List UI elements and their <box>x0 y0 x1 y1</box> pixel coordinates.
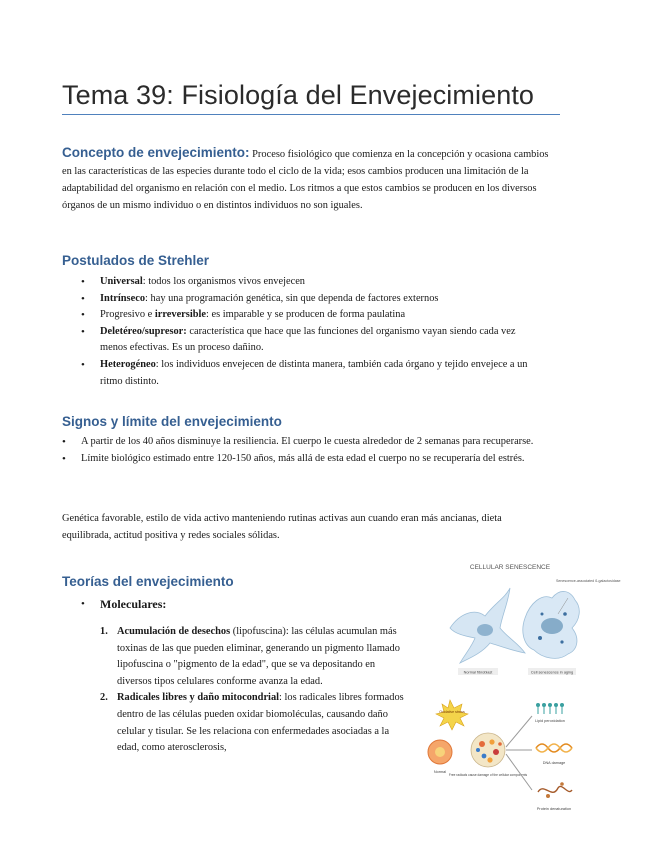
list-item <box>100 624 407 690</box>
item-text: característica que hace que las funciones del organismo vayan siendo cada vez menos efectivas. Es un proceso dañino. <box>100 325 516 354</box>
concepto-text: Proceso fisiológico que comienza en la concepción y ocasiona cambios en las características de las especies durante todo el ciclo de la vida; esos cambios producen una limitación de la adaptabilidad del organismo en relación con el medio. Los ritmos a que estos cambios se producen en los diversos órganos de un mismo individuo o en distintos individuos no son iguales. <box>62 149 549 211</box>
normal-cell-label: Normal <box>433 770 447 774</box>
postulados-heading: Postulados de Strehler <box>62 253 210 268</box>
list-item <box>100 274 530 291</box>
signos-text: Genética favorable, estilo de vida activo manteniendo rutinas activas aun cuando eran más ancianas, dieta equilibrada, actitud positiva y redes sociales sólidas. <box>62 513 502 541</box>
list-item <box>100 596 400 613</box>
damage-label: Free radicals cause damage of the cellular components <box>448 773 528 777</box>
item-term: Intrínseco <box>100 292 146 304</box>
item-term: Acumulación de desechos <box>117 626 231 637</box>
item-text: : los individuos envejecen de distinta manera, también cada órgano y tejido envejece a un ritmo distinto. <box>100 358 528 387</box>
item-text: : los radicales libres formados dentro de las células pueden oxidar biomoléculas, causando daño celular y tisular. Se les relaciona con enfermedades asociadas a la edad, como aterosclerosis, <box>117 692 404 754</box>
item-term: Deletéreo/supresor: <box>100 325 187 337</box>
figure-title: CELLULAR SENESCENCE <box>469 564 551 571</box>
list-item <box>100 307 530 324</box>
dna-label: DNA damage <box>542 761 566 765</box>
concepto-heading: Concepto de envejecimiento: <box>62 145 250 160</box>
list-item <box>100 357 530 390</box>
item-term: irreversible <box>154 309 207 321</box>
protein-label: Protein denaturation <box>536 807 572 811</box>
free-radicals-figure <box>420 692 592 818</box>
signos-list <box>81 434 541 467</box>
item-term: Universal <box>100 276 143 287</box>
page-title: Tema 39: Fisiología del Envejecimiento <box>62 80 535 110</box>
list-item: • A partir de los 40 años disminuye la resiliencia. El cuerpo le cuesta alrededor de 2 semanas para recuperarse. <box>81 434 541 451</box>
item-term: Radicales libres y daño mitocondrial <box>117 692 280 704</box>
signos-heading: Signos y límite del envejecimiento <box>62 414 282 429</box>
teorias-sublist <box>100 596 400 613</box>
list-item: • Límite biológico estimado entre 120-150 años, más allá de esta edad el cuerpo no se recuperaría del estrés. <box>81 451 541 468</box>
item-number: 2. <box>100 692 108 704</box>
lipid-label: Lipid peroxidation <box>535 719 565 723</box>
normal-label: Normal fibroblast <box>463 670 493 675</box>
signos-paragraph <box>62 510 542 544</box>
list-item <box>100 690 407 756</box>
item-term: Heterogéneo <box>100 358 156 370</box>
aging-label: Cell senescence in aging <box>530 670 574 675</box>
item-number: 1. <box>100 626 108 637</box>
item-text: : hay una programación genética, sin que dependa de factores externos <box>145 292 439 304</box>
sub-heading: Moleculares: <box>100 597 167 611</box>
list-item <box>100 291 530 308</box>
title-divider <box>62 114 560 115</box>
cellular-senescence-figure <box>430 558 621 684</box>
item-text: : es imparable y se producen de forma paulatina <box>206 309 406 321</box>
stress-label: Oxidative stress <box>439 710 465 714</box>
list-item <box>100 324 530 357</box>
postulados-list <box>100 274 530 390</box>
item-text: (lipofuscina): las células acumulan más toxinas de las que pueden eliminar, generando un pigmento llamado lipofuscina o "pigmento de la edad", que se va depositando en diversos tipos celulares conforme avanza la edad. <box>117 626 400 687</box>
damaged-cell-illustration <box>471 733 505 767</box>
item-text: : todos los organismos vivos envejecen <box>142 276 306 287</box>
concepto-section <box>62 144 558 214</box>
callout-label: Senescence-associated ß-galactosidase <box>556 579 621 583</box>
normal-cell-illustration <box>428 740 452 764</box>
teorias-list <box>100 624 407 757</box>
item-prefix: Progresivo e <box>100 309 155 321</box>
teorias-heading: Teorías del envejecimiento <box>62 574 234 589</box>
